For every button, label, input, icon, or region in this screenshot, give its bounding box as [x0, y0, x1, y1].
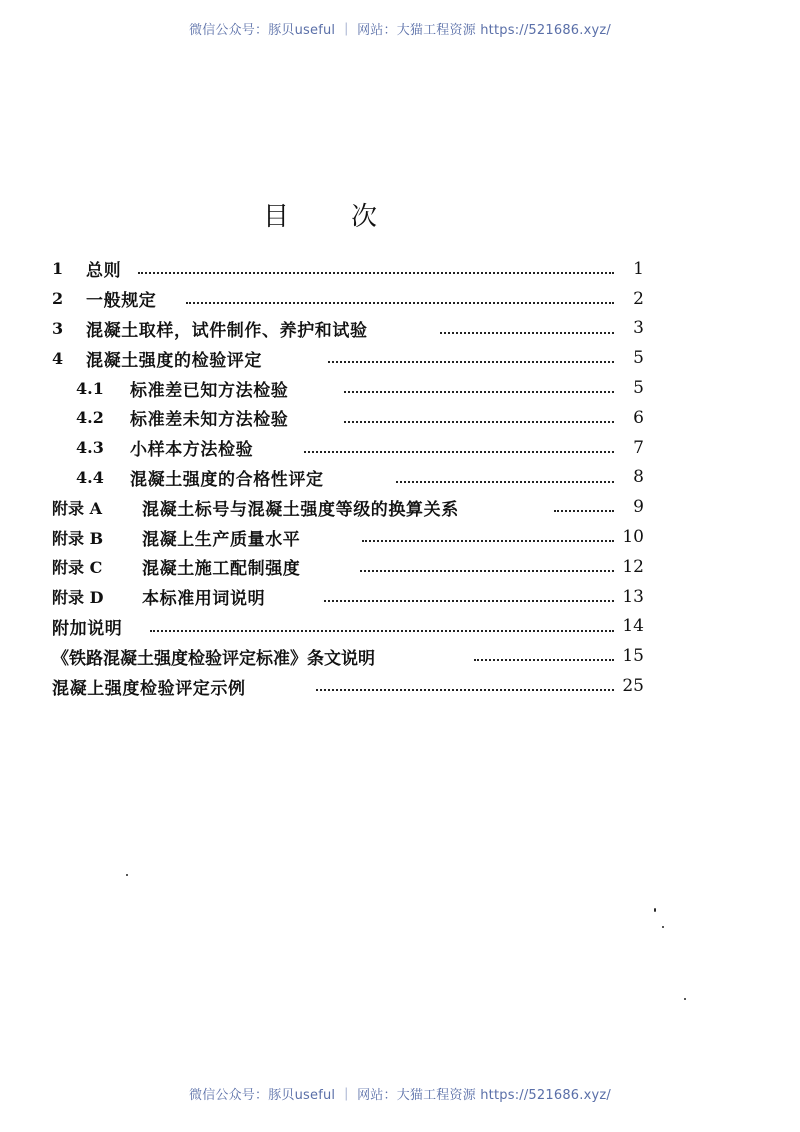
- toc-entry-page: 25: [622, 676, 644, 697]
- toc-leader-dots: [362, 538, 614, 542]
- toc-leader-dots: [396, 479, 614, 483]
- toc-entry[interactable]: [0, 254, 800, 284]
- toc-entry-title: 本标准用词说明: [142, 589, 266, 610]
- toc-entry-page: 1: [633, 258, 644, 279]
- toc-entry-title: 混凝土标号与混凝土强度等级的换算关系: [142, 499, 459, 520]
- toc-leader-dots: [150, 628, 614, 632]
- toc-entry[interactable]: [0, 373, 800, 403]
- toc-entry-title: 附加说明: [52, 618, 123, 639]
- toc-entry-page: 5: [633, 348, 644, 369]
- toc-entry[interactable]: [0, 612, 800, 642]
- toc-entry-title: 小样本方法检验: [130, 440, 254, 461]
- toc-entry-page: 6: [633, 407, 644, 428]
- toc-entry[interactable]: [0, 582, 800, 612]
- toc-entry[interactable]: [0, 641, 800, 671]
- toc-entry-page: 14: [622, 616, 644, 637]
- toc-entry-number: 附录 D: [52, 588, 104, 608]
- toc-entry-number: 4.2: [76, 408, 104, 428]
- toc-entry-title: 标准差未知方法检验: [130, 410, 289, 431]
- toc-entry-page: 5: [633, 378, 644, 399]
- table-of-contents: [0, 254, 800, 701]
- toc-entry-number: 4.3: [76, 438, 104, 458]
- toc-entry-title: 混凝土强度的合格性评定: [130, 469, 324, 490]
- toc-entry[interactable]: [0, 552, 800, 582]
- toc-entry-title: 混凝上生产质量水平: [142, 529, 301, 550]
- toc-entry[interactable]: [0, 463, 800, 493]
- toc-entry-title: 混凝土施工配制强度: [142, 559, 301, 580]
- toc-entry-number: 附录 A: [52, 498, 102, 518]
- toc-entry-title: 混凝上强度检验评定示例: [52, 678, 246, 699]
- toc-entry-title: 混凝土强度的检验评定: [86, 350, 262, 371]
- toc-entry-page: 13: [622, 586, 644, 607]
- toc-entry-number: 3: [52, 318, 64, 338]
- toc-entry-title: 《铁路混凝土强度检验评定标准》条文说明: [52, 648, 375, 669]
- toc-entry[interactable]: [0, 522, 800, 552]
- toc-entry-title: 一般规定: [86, 291, 157, 312]
- toc-leader-dots: [344, 419, 614, 423]
- toc-entry-page: 2: [633, 288, 644, 309]
- toc-entry[interactable]: [0, 492, 800, 522]
- toc-leader-dots: [440, 330, 614, 334]
- page-title: 目次: [262, 202, 439, 232]
- toc-leader-dots: [138, 270, 614, 274]
- toc-leader-dots: [186, 300, 614, 304]
- toc-entry-page: 12: [622, 556, 644, 577]
- toc-entry-page: 8: [633, 467, 644, 488]
- toc-entry-number: 1: [52, 259, 64, 279]
- toc-entry-number: 2: [52, 289, 64, 309]
- toc-entry-number: 附录 B: [52, 528, 104, 548]
- toc-leader-dots: [316, 687, 614, 691]
- toc-entry-number: 附录 C: [52, 558, 103, 578]
- toc-entry[interactable]: [0, 314, 800, 344]
- toc-leader-dots: [360, 568, 614, 572]
- toc-entry-page: 9: [633, 497, 644, 518]
- toc-entry-number: 4.4: [76, 467, 104, 487]
- toc-leader-dots: [328, 359, 614, 363]
- toc-entry-page: 3: [633, 318, 644, 339]
- toc-entry-title: 标准差已知方法检验: [130, 380, 289, 401]
- toc-entry[interactable]: [0, 433, 800, 463]
- scan-speck: [662, 926, 664, 928]
- toc-entry[interactable]: [0, 403, 800, 433]
- toc-leader-dots: [304, 449, 614, 453]
- toc-entry[interactable]: [0, 343, 800, 373]
- toc-leader-dots: [324, 598, 614, 602]
- toc-entry[interactable]: [0, 671, 800, 701]
- toc-leader-dots: [554, 508, 614, 512]
- toc-entry-page: 10: [622, 527, 644, 548]
- toc-leader-dots: [344, 389, 614, 393]
- toc-leader-dots: [474, 657, 614, 661]
- scan-speck: [684, 998, 686, 1000]
- scan-speck: [654, 908, 656, 912]
- toc-entry-title: 混凝土取样，试件制作、养护和试验: [86, 320, 368, 341]
- watermark-bottom: 微信公众号：豚贝useful ｜ 网站：大猫工程资源 https://521686.xyz/: [189, 1088, 611, 1103]
- watermark-top: 微信公众号：豚贝useful ｜ 网站：大猫工程资源 https://521686.xyz/: [189, 23, 611, 38]
- toc-entry[interactable]: [0, 284, 800, 314]
- scan-speck: [126, 874, 128, 876]
- toc-entry-number: 4.1: [76, 378, 104, 398]
- toc-entry-page: 7: [633, 437, 644, 458]
- toc-entry-page: 15: [622, 646, 644, 667]
- toc-entry-title: 总则: [86, 261, 122, 282]
- toc-entry-number: 4: [52, 348, 64, 368]
